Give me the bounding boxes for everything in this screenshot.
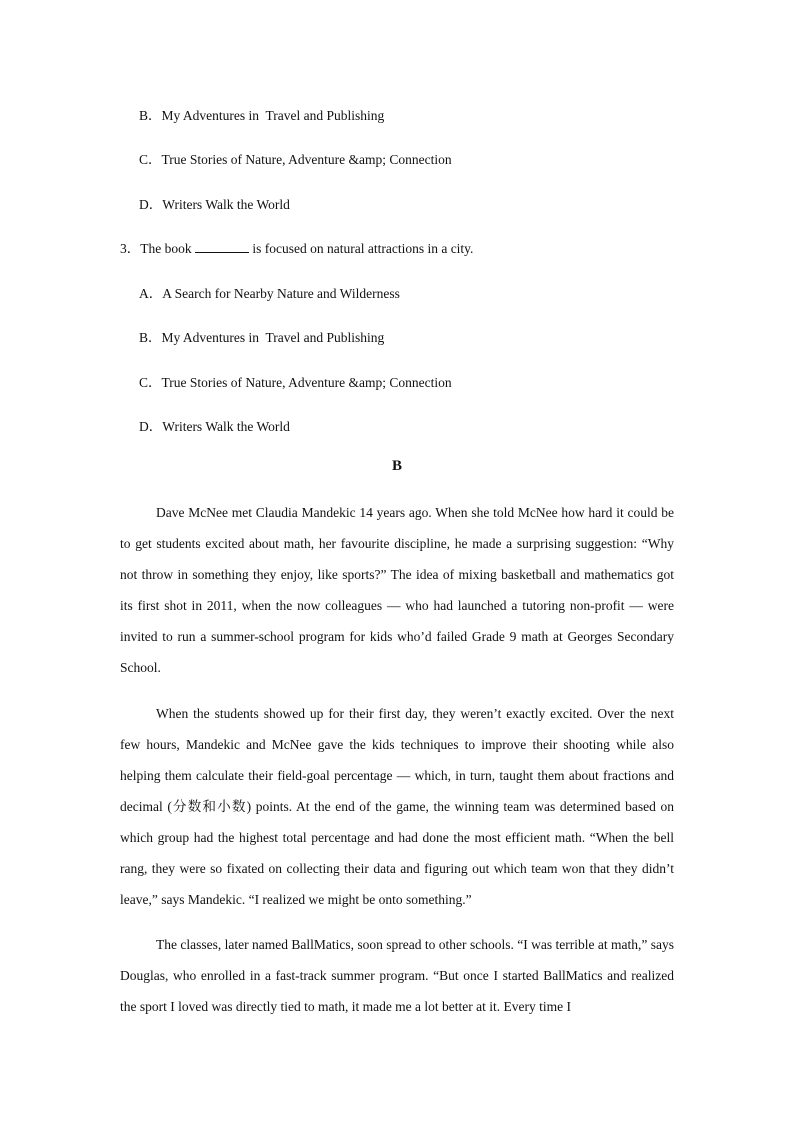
passage-paragraph-1: Dave McNee met Claudia Mandekic 14 years ago. When she told McNee how hard it could be to get students excited about math, her favourite discipline, he made a surprising suggestion: “Why not throw in something they enjoy, like sports?” The idea of mixing basketball and mathematics got its first shot in 2011, when the now colleagues — who had launched a tutoring non-profit — were invited to run a summer-school program for kids who’d failed Grade 9 math at Georges Secondary School. — [120, 505, 674, 675]
q2-option-b: B．My Adventures in Travel and Publishing — [139, 108, 385, 123]
q3-option-b: B．My Adventures in Travel and Publishing — [139, 330, 385, 345]
passage-paragraph-3: The classes, later named BallMatics, soon spread to other schools. “I was terrible at math,” says Douglas, who enrolled in a fast-track summer program. “But once I started BallMatics and realized the sport I loved was directly tied to math, it made me a lot better at it. Every time I — [120, 937, 674, 1014]
q2-option-c: C．True Stories of Nature, Adventure &amp; Connection — [139, 152, 452, 167]
q3-option-a: A．A Search for Nearby Nature and Wilderness — [139, 286, 400, 301]
q2-option-d: D．Writers Walk the World — [139, 197, 290, 212]
question-text-after: is focused on natural attractions in a city. — [249, 241, 474, 256]
q3-option-d: D．Writers Walk the World — [139, 419, 290, 434]
answer-blank — [195, 241, 249, 253]
question-number: 3． — [120, 241, 141, 256]
section-title: B — [391, 458, 402, 474]
passage-paragraph-2: When the students showed up for their first day, they weren’t exactly excited. Over the next few hours, Mandekic and McNee gave the kids techniques to improve their shooting while also helping them calculate their field-goal percentage — which, in turn, taught them about fractions and decimal (分数和小数) points. At the end of the game, the winning team was determined based on which group had the highest total percentage and had done the most efficient math. “When the bell rang, they were so fixated on collecting their data and figuring out which team won that they didn’t leave,” says Mandekic. “I realized we might be onto something.” — [120, 706, 674, 907]
question-3 — [120, 237, 473, 257]
question-text-before: The book — [140, 241, 195, 256]
q3-option-c: C．True Stories of Nature, Adventure &amp; Connection — [139, 375, 452, 390]
